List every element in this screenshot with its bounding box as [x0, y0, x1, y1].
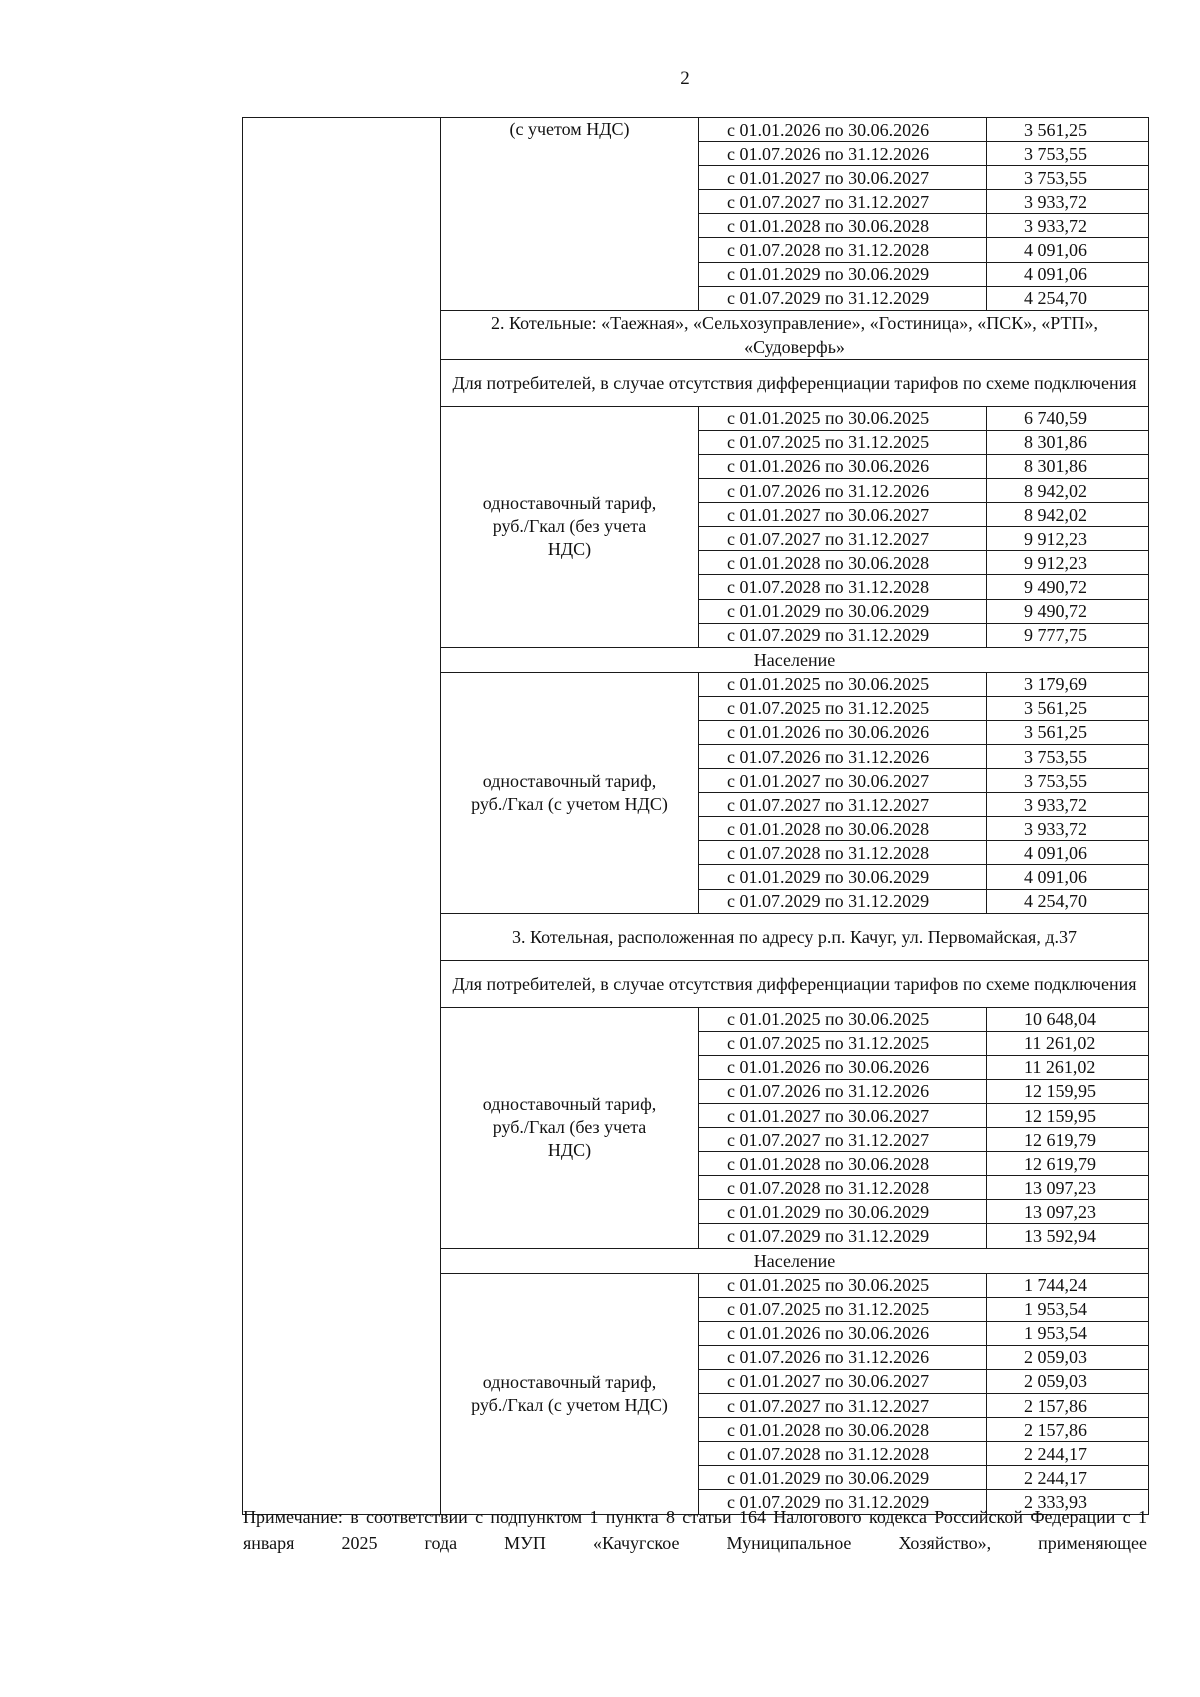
period-cell: с 01.01.2028 по 30.06.2028 — [699, 214, 987, 238]
period-cell: с 01.01.2029 по 30.06.2029 — [699, 865, 987, 889]
period-cell: с 01.07.2029 по 31.12.2029 — [699, 1490, 987, 1514]
period-cell: с 01.01.2029 по 30.06.2029 — [699, 262, 987, 286]
value-cell: 13 097,23 — [987, 1200, 1149, 1224]
value-cell: 9 490,72 — [987, 575, 1149, 599]
value-cell: 6 740,59 — [987, 406, 1149, 430]
value-cell: 3 561,25 — [987, 696, 1149, 720]
period-cell: с 01.01.2026 по 30.06.2026 — [699, 1321, 987, 1345]
period-cell: с 01.07.2026 по 31.12.2026 — [699, 1079, 987, 1103]
value-cell: 12 159,95 — [987, 1104, 1149, 1128]
value-cell: 12 619,79 — [987, 1128, 1149, 1152]
value-cell: 3 753,55 — [987, 769, 1149, 793]
period-cell: с 01.07.2027 по 31.12.2027 — [699, 1394, 987, 1418]
section-heading: 3. Котельная, расположенная по адресу р.п. Качуг, ул. Первомайская, д.37 — [441, 913, 1149, 960]
tariff-description: одноставочный тариф, руб./Гкал (с учетом НДС) — [441, 1273, 699, 1514]
tariff-description: (с учетом НДС) — [441, 118, 699, 311]
period-cell: с 01.01.2026 по 30.06.2026 — [699, 454, 987, 478]
period-cell: с 01.01.2025 по 30.06.2025 — [699, 1007, 987, 1031]
period-cell: с 01.07.2027 по 31.12.2027 — [699, 793, 987, 817]
value-cell: 4 091,06 — [987, 841, 1149, 865]
tariff-description: одноставочный тариф, руб./Гкал (без учета НДС) — [441, 406, 699, 647]
period-cell: с 01.01.2029 по 30.06.2029 — [699, 1466, 987, 1490]
period-cell: с 01.01.2027 по 30.06.2027 — [699, 1369, 987, 1393]
period-cell: с 01.01.2027 по 30.06.2027 — [699, 166, 987, 190]
value-cell: 2 244,17 — [987, 1442, 1149, 1466]
value-cell: 11 261,02 — [987, 1055, 1149, 1079]
blank-column-cell — [243, 118, 441, 1515]
group-label: Население — [441, 1248, 1149, 1273]
value-cell: 8 942,02 — [987, 479, 1149, 503]
value-cell: 2 333,93 — [987, 1490, 1149, 1514]
value-cell: 8 942,02 — [987, 503, 1149, 527]
value-cell: 10 648,04 — [987, 1007, 1149, 1031]
value-cell: 3 561,25 — [987, 118, 1149, 142]
value-cell: 3 561,25 — [987, 720, 1149, 744]
value-cell: 1 744,24 — [987, 1273, 1149, 1297]
value-cell: 9 912,23 — [987, 527, 1149, 551]
period-cell: с 01.07.2029 по 31.12.2029 — [699, 623, 987, 647]
period-cell: с 01.07.2027 по 31.12.2027 — [699, 527, 987, 551]
period-cell: с 01.07.2026 по 31.12.2026 — [699, 479, 987, 503]
value-cell: 3 753,55 — [987, 142, 1149, 166]
period-cell: с 01.01.2025 по 30.06.2025 — [699, 406, 987, 430]
period-cell: с 01.01.2026 по 30.06.2026 — [699, 720, 987, 744]
value-cell: 8 301,86 — [987, 454, 1149, 478]
period-cell: с 01.07.2029 по 31.12.2029 — [699, 286, 987, 310]
period-cell: с 01.01.2028 по 30.06.2028 — [699, 1152, 987, 1176]
value-cell: 2 059,03 — [987, 1345, 1149, 1369]
period-cell: с 01.01.2029 по 30.06.2029 — [699, 599, 987, 623]
group-label: Население — [441, 647, 1149, 672]
value-cell: 1 953,54 — [987, 1321, 1149, 1345]
value-cell: 1 953,54 — [987, 1297, 1149, 1321]
footnote: Примечание: в соответствии с подпунктом 1 пункта 8 статьи 164 Налогового кодекса Российской Федерации с 1 января 2025 года МУП «Качугское Муниципальное Хозяйство», применяющее — [243, 1507, 1147, 1553]
value-cell: 13 097,23 — [987, 1176, 1149, 1200]
value-cell: 9 490,72 — [987, 599, 1149, 623]
period-cell: с 01.01.2025 по 30.06.2025 — [699, 1273, 987, 1297]
value-cell: 3 753,55 — [987, 166, 1149, 190]
value-cell: 3 933,72 — [987, 817, 1149, 841]
value-cell: 8 301,86 — [987, 430, 1149, 454]
period-cell: с 01.01.2028 по 30.06.2028 — [699, 1418, 987, 1442]
group-label: Для потребителей, в случае отсутствия дифференциации тарифов по схеме подключения — [441, 960, 1149, 1007]
period-cell: с 01.07.2026 по 31.12.2026 — [699, 744, 987, 768]
value-cell: 3 933,72 — [987, 214, 1149, 238]
tariff-table — [242, 117, 1149, 1515]
value-cell: 3 753,55 — [987, 744, 1149, 768]
period-cell: с 01.07.2028 по 31.12.2028 — [699, 841, 987, 865]
value-cell: 13 592,94 — [987, 1224, 1149, 1248]
table-row — [243, 118, 1149, 142]
period-cell: с 01.01.2028 по 30.06.2028 — [699, 551, 987, 575]
value-cell: 11 261,02 — [987, 1031, 1149, 1055]
tariff-description: одноставочный тариф, руб./Гкал (с учетом НДС) — [441, 672, 699, 913]
period-cell: с 01.01.2025 по 30.06.2025 — [699, 672, 987, 696]
period-cell: с 01.07.2028 по 31.12.2028 — [699, 238, 987, 262]
page-number: 2 — [680, 68, 690, 89]
value-cell: 4 091,06 — [987, 238, 1149, 262]
section-heading: 2. Котельные: «Таежная», «Сельхозуправление», «Гостиница», «ПСК», «РТП», «Судоверфь» — [441, 310, 1149, 359]
value-cell: 9 912,23 — [987, 551, 1149, 575]
tariff-description: одноставочный тариф, руб./Гкал (без учета НДС) — [441, 1007, 699, 1248]
period-cell: с 01.07.2026 по 31.12.2026 — [699, 142, 987, 166]
value-cell: 12 159,95 — [987, 1079, 1149, 1103]
value-cell: 2 244,17 — [987, 1466, 1149, 1490]
period-cell: с 01.01.2029 по 30.06.2029 — [699, 1200, 987, 1224]
period-cell: с 01.07.2027 по 31.12.2027 — [699, 1128, 987, 1152]
group-label: Для потребителей, в случае отсутствия дифференциации тарифов по схеме подключения — [441, 359, 1149, 406]
period-cell: с 01.07.2028 по 31.12.2028 — [699, 1176, 987, 1200]
value-cell: 2 157,86 — [987, 1394, 1149, 1418]
period-cell: с 01.07.2029 по 31.12.2029 — [699, 1224, 987, 1248]
value-cell: 12 619,79 — [987, 1152, 1149, 1176]
period-cell: с 01.07.2025 по 31.12.2025 — [699, 1031, 987, 1055]
value-cell: 3 933,72 — [987, 793, 1149, 817]
period-cell: с 01.01.2026 по 30.06.2026 — [699, 1055, 987, 1079]
period-cell: с 01.07.2025 по 31.12.2025 — [699, 430, 987, 454]
period-cell: с 01.07.2029 по 31.12.2029 — [699, 889, 987, 913]
period-cell: с 01.07.2026 по 31.12.2026 — [699, 1345, 987, 1369]
period-cell: с 01.01.2028 по 30.06.2028 — [699, 817, 987, 841]
value-cell: 9 777,75 — [987, 623, 1149, 647]
period-cell: с 01.07.2027 по 31.12.2027 — [699, 190, 987, 214]
period-cell: с 01.07.2025 по 31.12.2025 — [699, 1297, 987, 1321]
value-cell: 4 091,06 — [987, 865, 1149, 889]
value-cell: 2 059,03 — [987, 1369, 1149, 1393]
period-cell: с 01.01.2027 по 30.06.2027 — [699, 1104, 987, 1128]
period-cell: с 01.01.2027 по 30.06.2027 — [699, 769, 987, 793]
value-cell: 3 933,72 — [987, 190, 1149, 214]
value-cell: 2 157,86 — [987, 1418, 1149, 1442]
value-cell: 3 179,69 — [987, 672, 1149, 696]
value-cell: 4 254,70 — [987, 889, 1149, 913]
value-cell: 4 091,06 — [987, 262, 1149, 286]
period-cell: с 01.01.2026 по 30.06.2026 — [699, 118, 987, 142]
period-cell: с 01.01.2027 по 30.06.2027 — [699, 503, 987, 527]
period-cell: с 01.07.2025 по 31.12.2025 — [699, 696, 987, 720]
value-cell: 4 254,70 — [987, 286, 1149, 310]
period-cell: с 01.07.2028 по 31.12.2028 — [699, 1442, 987, 1466]
period-cell: с 01.07.2028 по 31.12.2028 — [699, 575, 987, 599]
